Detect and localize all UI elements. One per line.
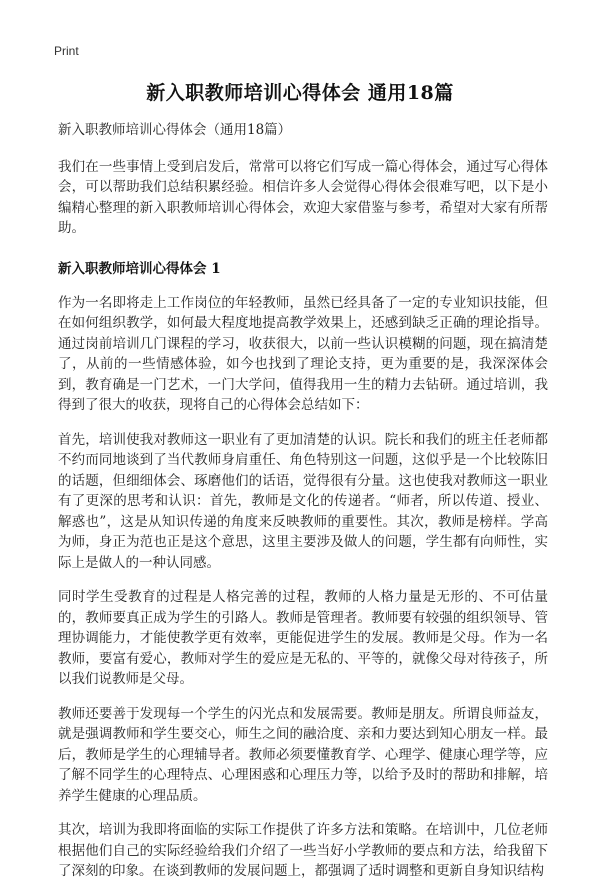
intro-paragraph: 我们在一些事情上受到启发后，常常可以将它们写成一篇心得体会，通过写心得体会，可以帮助我们总结积累经验。相信许多人会觉得心得体会很难写吧，以下是小编精心整理的新入职教师培训心得体会，欢迎大家借鉴与参考，希望对大家有所帮助。 — [58, 158, 548, 236]
print-label[interactable]: Print — [54, 44, 79, 58]
document-body — [58, 120, 548, 896]
section-heading: 新入职教师培训心得体会 1 — [58, 260, 221, 277]
body-paragraph: 同时学生受教育的过程是人格完善的过程，教师的人格力量是无形的、不可估量的，教师要真正成为学生的引路人。教师是管理者。教师要有较强的组织领导、管理协调能力，才能使教学更有效率，更能促进学生的发展。教师是父母。作为一名教师，要富有爱心，教师对学生的爱应是无私的、平等的，就像父母对待孩子，所以我们说教师是父母。 — [58, 589, 548, 687]
document-subtitle: 新入职教师培训心得体会（通用18篇） — [58, 122, 292, 138]
body-paragraph: 作为一名即将走上工作岗位的年轻教师，虽然已经具备了一定的专业知识技能，但在如何组织教学，如何最大程度地提高教学效果上，还感到缺乏正确的理论指导。通过岗前培训几门课程的学习，收获很大，以前一些认识模糊的问题，现在搞清楚了，从前的一些情感体验，如今也找到了理论支持，更为重要的是，我深深体会到，教育确是一门艺术，一门大学问，值得我用一生的精力去钻研。通过培训，我得到了很大的收获，现将自己的心得体会总结如下： — [58, 294, 548, 413]
page-title: 新入职教师培训心得体会 通用18篇 — [146, 82, 454, 104]
body-paragraph: 首先，培训使我对教师这一职业有了更加清楚的认识。院长和我们的班主任老师都不约而同地谈到了当代教师身肩重任、角色特别这一问题，这似乎是一个比较陈旧的话题，但细细体会、琢磨他们的话语，觉得很有分量。这也使我对教师这一职业有了更深的思考和认识：首先，教师是文化的传递者。“师者，所以传道、授业、解惑也”，这是从知识传递的角度来反映教师的重要性。其次，教师是榜样。学高为师，身正为范也正是这个意思，这里主要涉及做人的问题，学生都有向师性，实际上是做人的一种认同感。 — [58, 431, 548, 571]
body-paragraph: 教师还要善于发现每一个学生的闪光点和发展需要。教师是朋友。所谓良师益友，就是强调教师和学生要交心，师生之间的融洽度、亲和力要达到知心朋友一样。最后，教师是学生的心理辅导者。教师必须要懂教育学、心理学、健康心理学等，应了解不同学生的心理特点、心理困惑和心理压力等，以给予及时的帮助和排解，培养学生健康的心理品质。 — [58, 705, 548, 804]
body-paragraph: 其次，培训为我即将面临的实际工作提供了许多方法和策略。在培训中，几位老师根据他们自己的实际经验给我们介绍了一些当好小学教师的要点和方法，给我留下了深刻的印象。在谈到教师的发展问题上，都强调了适时调整和更新自身知识结构 — [58, 822, 548, 879]
